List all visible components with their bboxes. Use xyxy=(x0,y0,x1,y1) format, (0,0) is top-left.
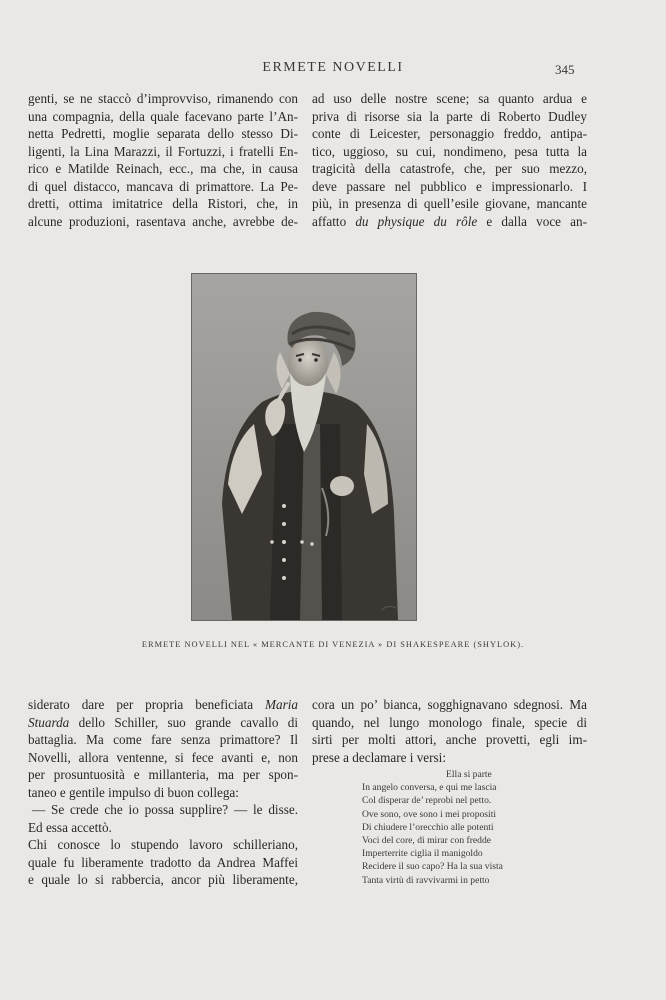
text-line-with-italic xyxy=(28,696,298,714)
text-line: deve passare nel pubblico e impressionarlo. I xyxy=(312,178,587,194)
figure-caption: ERMETE NOVELLI NEL « MERCANTE DI VENEZIA » DI SHAKESPEARE (SHYLOK). xyxy=(141,640,525,649)
text-line: netta Pedretti, moglie separata dello stesso Di- xyxy=(28,126,298,141)
text-line: di quel distacco, mancava di primattore. La Pe- xyxy=(28,178,298,194)
text-line: battaglia. Ma come fare senza primattore? Il xyxy=(28,732,298,747)
verse-line: Col disperar de’ reprobi nel petto. xyxy=(362,795,492,807)
text-line: e quale lo si rabbercia, ancor più liberamente, xyxy=(28,872,298,887)
text-line: tragicità della catastrofe, che, per suo mezzo, xyxy=(312,161,587,176)
text-line: conte di Leicester, personaggio freddo, antipa- xyxy=(312,126,587,141)
text-line: priva di risorse sia la parte di Roberto Dudley xyxy=(312,108,587,124)
top-left-column xyxy=(28,90,298,230)
text-line: Novelli, allora ventenne, si fece avanti e, non xyxy=(28,749,298,765)
page-number: 345 xyxy=(555,62,575,77)
verse-line: Ella si parte xyxy=(446,769,492,780)
italic-phrase: Stuarda xyxy=(28,714,70,730)
shylock-portrait-photo xyxy=(191,273,417,621)
text-line: per prosuntuosità e millanteria, ma per spon- xyxy=(28,767,298,782)
text-line: quando, nel lungo monologo finale, specie di xyxy=(312,714,587,730)
text-line: Chi conosce lo stupendo lavoro schilleriano, xyxy=(28,837,298,852)
text-line: rico e Matilde Reinach, ecc., ma che, in causa xyxy=(28,161,298,176)
bottom-right-column xyxy=(312,696,587,766)
running-header: ERMETE NOVELLI xyxy=(262,60,404,75)
text-line: tico, uggioso, su cui, nondimeno, pesa tutta la xyxy=(312,143,587,159)
verse-line: In angelo conversa, e qui me lascia xyxy=(362,782,497,794)
verse-line: Imperterrite ciglia il manigoldo xyxy=(362,848,483,860)
text-line: — Se crede che io possa supplire? — le disse. xyxy=(32,802,298,817)
verse-quotation xyxy=(362,768,562,887)
text-line: più, in presenza di quell’esile giovane, mancante xyxy=(312,196,587,211)
top-right-column xyxy=(312,90,587,230)
bottom-left-column xyxy=(28,696,298,889)
verse-line: Ove sono, ove sono i mei propositi xyxy=(362,808,497,820)
text-line: ad uso delle nostre scene; sa quanto ardua e xyxy=(312,91,587,106)
text-line: taneo e gentile impulso di buon collega: xyxy=(28,784,239,800)
text-line-with-italic xyxy=(312,213,587,231)
text-line: ligenti, la Lina Marazzi, il Fortuzzi, i fratelli En- xyxy=(28,143,298,159)
text-line: dretti, ottima imitatrice della Ristori, che, in xyxy=(28,196,298,211)
verse-line: Di chiudere l’orecchio alle potenti xyxy=(362,821,494,833)
text-line: quale fu liberamente tradotto da Andrea Maffei xyxy=(28,854,298,870)
portrait-illustration xyxy=(192,274,416,620)
text-line-with-italic xyxy=(28,714,298,732)
text-line: prese a declamare i versi: xyxy=(312,749,446,765)
text-fragment: affatto xyxy=(312,213,347,229)
text-line: una compagnia, della quale facevano parte l’An- xyxy=(28,108,298,124)
verse-line: Tanta virtù di ravvivarmi in petto xyxy=(362,874,490,886)
text-fragment: dello Schiller, suo grande cavallo di xyxy=(78,714,299,730)
italic-phrase: du physique du rôle xyxy=(355,213,478,229)
text-fragment: siderato dare per propria beneficiata xyxy=(28,697,254,712)
italic-phrase: Maria xyxy=(265,697,298,712)
verse-line: Recidere il suo capo? Ha la sua vista xyxy=(362,861,503,873)
text-fragment: e dalla voce an- xyxy=(486,213,587,229)
text-line: Ed essa accettò. xyxy=(28,819,112,835)
text-line: sirti per molti attori, anche provetti, egli im- xyxy=(312,732,587,747)
text-line: cora un po’ bianca, sogghignavano sdegnosi. Ma xyxy=(312,697,587,712)
text-line: alcune produzioni, rasentava anche, avrebbe de- xyxy=(28,213,298,229)
text-line: genti, se ne staccò d’improvviso, rimanendo con xyxy=(28,91,298,106)
verse-line: Voci del core, di mirar con fredde xyxy=(362,835,492,847)
